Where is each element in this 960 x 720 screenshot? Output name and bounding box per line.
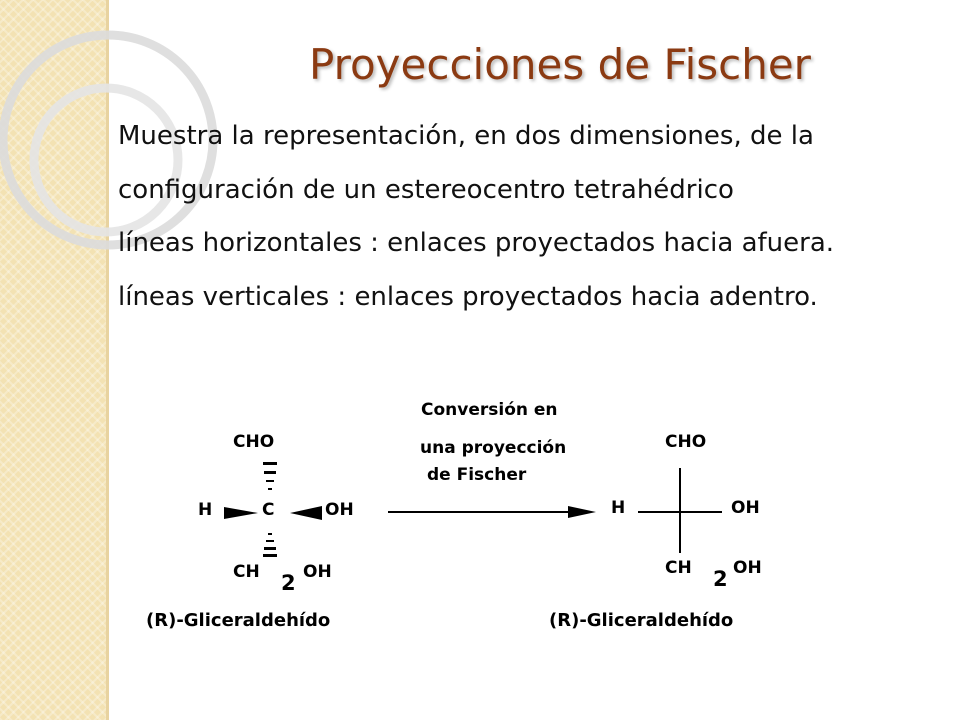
body-line-3: líneas horizontales : enlaces proyectados hacia afuera. — [118, 228, 835, 258]
right-oh-group: OH — [731, 498, 760, 518]
right-ch-group: CH — [665, 558, 692, 578]
arrow-text-line-3: de Fischer — [427, 465, 527, 485]
reaction-arrow-head — [568, 506, 596, 518]
body-line-2: configuración de un estereocentro tetrahédrico — [118, 175, 734, 205]
body-line-4: líneas verticales : enlaces proyectados hacia adentro. — [118, 282, 818, 312]
hashed-bond-up — [263, 462, 277, 490]
hashed-bond-down — [263, 533, 277, 557]
left-bottom-oh: OH — [303, 562, 332, 582]
right-h-atom: H — [611, 498, 626, 518]
left-top-group: CHO — [233, 432, 275, 452]
left-subscript-2: 2 — [281, 571, 296, 595]
slide-title: Proyecciones de Fischer — [309, 40, 811, 89]
right-caption: (R)-Gliceraldehído — [549, 610, 734, 631]
left-h-atom: H — [198, 500, 213, 520]
body-line-1: Muestra la representación, en dos dimensiones, de la — [118, 121, 814, 151]
left-oh-group: OH — [325, 500, 354, 520]
arrow-text-line-1: Conversión en — [421, 400, 558, 420]
left-caption: (R)-Gliceraldehído — [146, 610, 331, 631]
right-subscript-2: 2 — [713, 567, 728, 591]
wedge-bond-left — [224, 507, 258, 519]
wedge-bond-right — [290, 506, 322, 520]
arrow-text-line-2: una proyección — [420, 438, 567, 458]
right-top-group: CHO — [665, 432, 707, 452]
left-ch-group: CH — [233, 562, 260, 582]
right-bottom-oh: OH — [733, 558, 762, 578]
left-carbon-atom: C — [262, 500, 275, 520]
